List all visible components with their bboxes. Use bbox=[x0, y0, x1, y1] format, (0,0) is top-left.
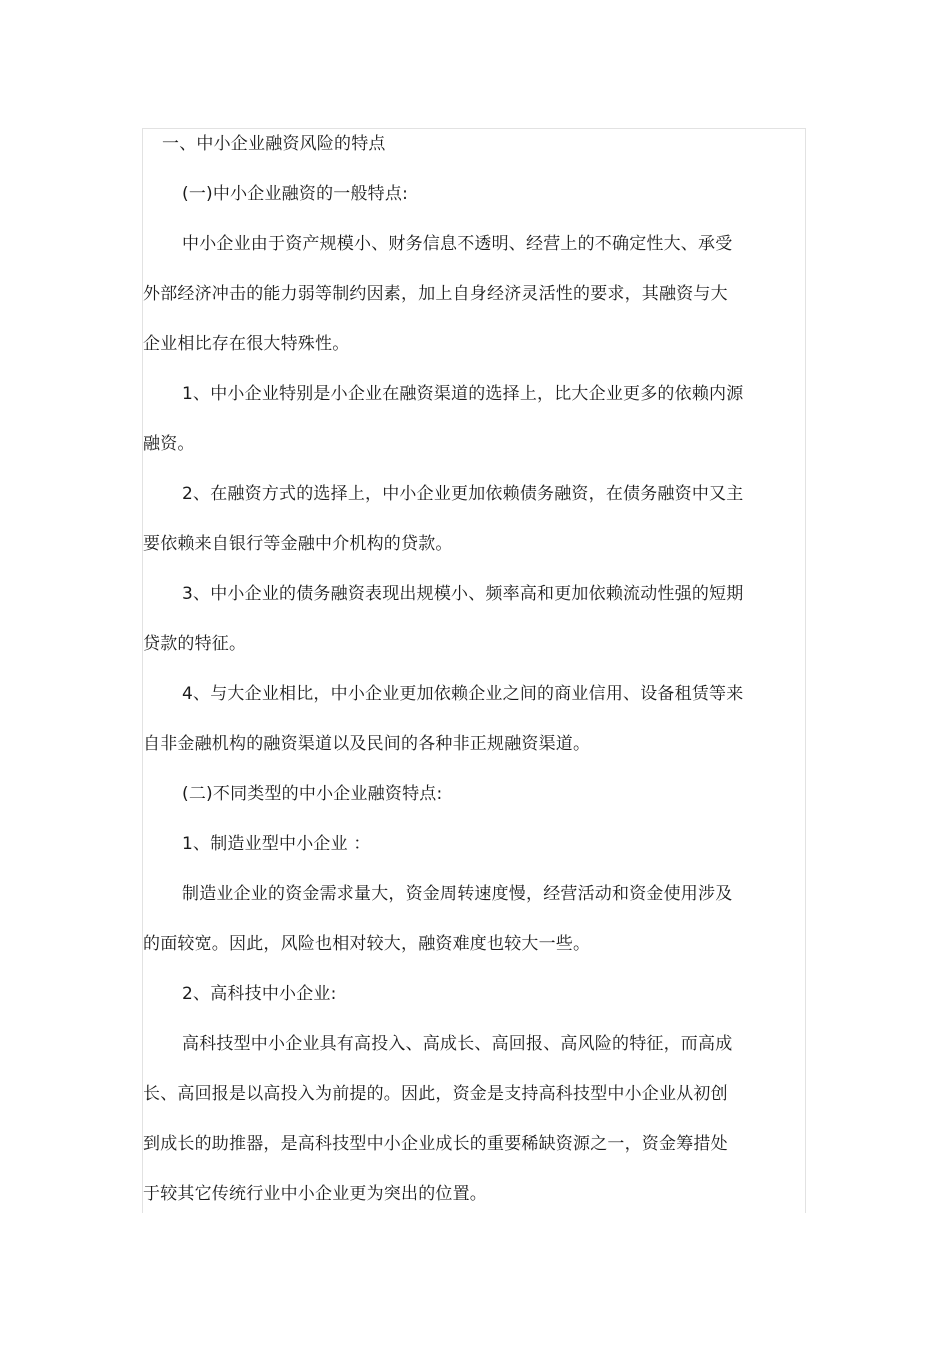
subsection-heading: (二)不同类型的中小企业融资特点: bbox=[182, 784, 443, 804]
paragraph-line: 到成长的助推器，是高科技型中小企业成长的重要稀缺资源之一，资金筹措处 bbox=[143, 1134, 728, 1154]
list-item-line: 4、与大企业相比，中小企业更加依赖企业之间的商业信用、设备租赁等来 bbox=[182, 684, 744, 704]
subsection-heading: (一)中小企业融资的一般特点: bbox=[182, 184, 408, 204]
paragraph-line: 制造业企业的资金需求量大，资金周转速度慢，经营活动和资金使用涉及 bbox=[182, 884, 733, 904]
paragraph-line: 外部经济冲击的能力弱等制约因素，加上自身经济灵活性的要求，其融资与大 bbox=[143, 284, 728, 304]
paragraph-line: 长、高回报是以高投入为前提的。因此，资金是支持高科技型中小企业从初创 bbox=[143, 1084, 728, 1104]
paragraph-line: 中小企业由于资产规模小、财务信息不透明、经营上的不确定性大、承受 bbox=[182, 234, 733, 254]
list-item-line: 3、中小企业的债务融资表现出规模小、频率高和更加依赖流动性强的短期 bbox=[182, 584, 744, 604]
paragraph-line: 高科技型中小企业具有高投入、高成长、高回报、高风险的特征，而高成 bbox=[182, 1034, 733, 1054]
section-heading: 一、中小企业融资风险的特点 bbox=[162, 134, 386, 154]
list-item-line: 1、中小企业特别是小企业在融资渠道的选择上，比大企业更多的依赖内源 bbox=[182, 384, 744, 404]
list-item-heading: 2、高科技中小企业: bbox=[182, 984, 337, 1004]
list-item-line: 要依赖来自银行等金融中介机构的贷款。 bbox=[143, 534, 453, 554]
paragraph-line: 的面较宽。因此，风险也相对较大，融资难度也较大一些。 bbox=[143, 934, 591, 954]
list-item-line: 贷款的特征。 bbox=[143, 634, 247, 654]
list-item-line: 2、在融资方式的选择上，中小企业更加依赖债务融资，在债务融资中又主 bbox=[182, 484, 744, 504]
list-item-heading: 1、制造业型中小企业 ： bbox=[182, 834, 371, 854]
list-item-line: 融资。 bbox=[143, 434, 195, 454]
paragraph-line: 企业相比存在很大特殊性。 bbox=[143, 334, 350, 354]
list-item-line: 自非金融机构的融资渠道以及民间的各种非正规融资渠道。 bbox=[143, 734, 591, 754]
paragraph-line: 于较其它传统行业中小企业更为突出的位置。 bbox=[143, 1184, 487, 1204]
